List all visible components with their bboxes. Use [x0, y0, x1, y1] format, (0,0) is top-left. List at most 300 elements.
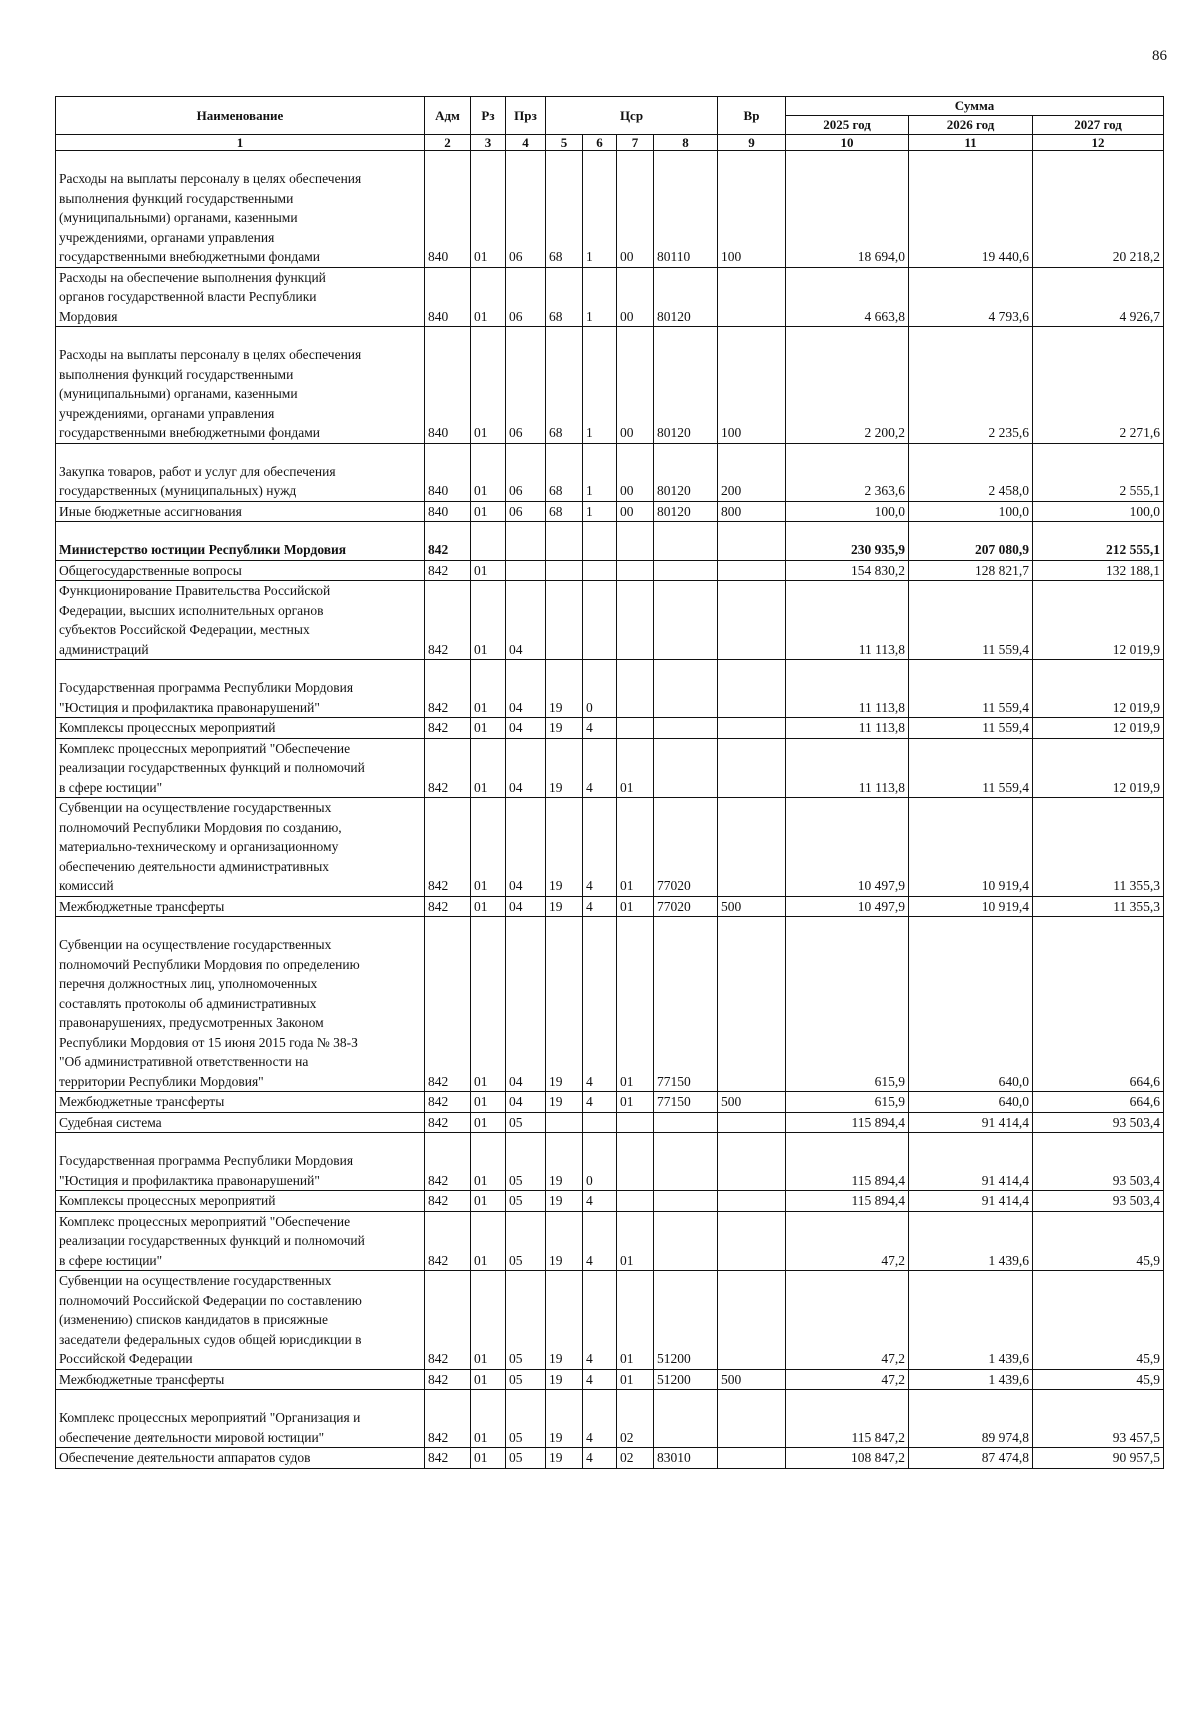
cell-csr-complex: 01 — [617, 1092, 654, 1113]
cell-csr-type: 4 — [583, 896, 617, 917]
cell-adm: 842 — [425, 896, 471, 917]
table-header — [56, 97, 1164, 151]
cell-adm: 842 — [425, 1448, 471, 1469]
cell-prz: 06 — [506, 501, 546, 522]
column-number: 2 — [425, 135, 471, 151]
column-number: 12 — [1033, 135, 1164, 151]
header-year-2027: 2027 год — [1033, 116, 1164, 135]
cell-prz — [506, 560, 546, 581]
cell-rz: 01 — [471, 1133, 506, 1191]
amount-2027: 93 503,4 — [1033, 1133, 1164, 1191]
row-name: Комплексы процессных мероприятий — [56, 718, 425, 739]
amount-2027: 2 555,1 — [1033, 443, 1164, 501]
cell-csr-direction — [654, 660, 718, 718]
amount-2026: 640,0 — [909, 917, 1033, 1092]
cell-csr-program: 19 — [546, 1448, 583, 1469]
amount-2025: 615,9 — [786, 917, 909, 1092]
column-number: 1 — [56, 135, 425, 151]
table-row — [56, 151, 1164, 268]
cell-csr-complex — [617, 581, 654, 660]
cell-csr-complex: 00 — [617, 327, 654, 444]
column-number: 8 — [654, 135, 718, 151]
row-name: Министерство юстиции Республики Мордовия — [56, 522, 425, 561]
cell-csr-type: 4 — [583, 738, 617, 798]
amount-2025: 108 847,2 — [786, 1448, 909, 1469]
amount-2026: 10 919,4 — [909, 896, 1033, 917]
row-name: Государственная программа Республики Мордовия "Юстиция и профилактика правонарушений" — [56, 660, 425, 718]
header-vr: Вр — [718, 97, 786, 135]
amount-2026: 1 439,6 — [909, 1369, 1033, 1390]
amount-2025: 4 663,8 — [786, 267, 909, 327]
amount-2026: 11 559,4 — [909, 581, 1033, 660]
cell-csr-type: 4 — [583, 1191, 617, 1212]
amount-2025: 115 894,4 — [786, 1133, 909, 1191]
amount-2027: 90 957,5 — [1033, 1448, 1164, 1469]
cell-csr-direction — [654, 560, 718, 581]
amount-2026: 87 474,8 — [909, 1448, 1033, 1469]
table-row — [56, 1211, 1164, 1271]
cell-csr-program: 19 — [546, 1211, 583, 1271]
cell-csr-type: 4 — [583, 917, 617, 1092]
cell-prz: 04 — [506, 917, 546, 1092]
cell-csr-direction: 77150 — [654, 1092, 718, 1113]
cell-adm: 842 — [425, 560, 471, 581]
table-row — [56, 718, 1164, 739]
cell-prz — [506, 522, 546, 561]
column-number: 10 — [786, 135, 909, 151]
cell-csr-complex: 00 — [617, 267, 654, 327]
cell-vr — [718, 522, 786, 561]
row-name: Субвенции на осуществление государственных полномочий Республики Мордовия по определению перечня должностных лиц, уполномоченных составлять протоколы об административных правонарушениях, предусмотренных Законом Республики Мордовия от 15 июня 2015 года № 38-З "Об административной ответственности на территории Республики Мордовия" — [56, 917, 425, 1092]
amount-2026: 1 439,6 — [909, 1211, 1033, 1271]
cell-csr-type: 1 — [583, 443, 617, 501]
cell-adm: 840 — [425, 151, 471, 268]
cell-prz: 05 — [506, 1271, 546, 1370]
amount-2027: 2 271,6 — [1033, 327, 1164, 444]
amount-2027: 45,9 — [1033, 1271, 1164, 1370]
cell-prz: 05 — [506, 1133, 546, 1191]
header-year-2026: 2026 год — [909, 116, 1033, 135]
cell-csr-direction: 80120 — [654, 501, 718, 522]
cell-csr-direction — [654, 1112, 718, 1133]
amount-2027: 20 218,2 — [1033, 151, 1164, 268]
cell-adm: 842 — [425, 1133, 471, 1191]
cell-prz: 04 — [506, 660, 546, 718]
cell-csr-program: 68 — [546, 151, 583, 268]
table-row — [56, 501, 1164, 522]
amount-2027: 45,9 — [1033, 1369, 1164, 1390]
row-name: Иные бюджетные ассигнования — [56, 501, 425, 522]
cell-vr — [718, 1271, 786, 1370]
amount-2027: 12 019,9 — [1033, 660, 1164, 718]
cell-csr-complex — [617, 660, 654, 718]
cell-rz: 01 — [471, 660, 506, 718]
cell-csr-complex — [617, 560, 654, 581]
row-name: Субвенции на осуществление государственных полномочий Республики Мордовия по созданию, материально-техническому и организационному обеспечению деятельности административных комиссий — [56, 798, 425, 897]
cell-adm: 842 — [425, 1271, 471, 1370]
amount-2026: 128 821,7 — [909, 560, 1033, 581]
table-row — [56, 917, 1164, 1092]
column-number: 4 — [506, 135, 546, 151]
row-name: Расходы на выплаты персоналу в целях обеспечения выполнения функций государственными (муниципальными) органами, казенными учреждениями, органами управления государственными внебюджетными фондами — [56, 327, 425, 444]
table-row — [56, 1271, 1164, 1370]
cell-csr-direction — [654, 718, 718, 739]
header-csr: Цср — [546, 97, 718, 135]
cell-csr-program: 19 — [546, 1191, 583, 1212]
cell-csr-direction: 83010 — [654, 1448, 718, 1469]
cell-adm: 842 — [425, 1112, 471, 1133]
cell-csr-direction — [654, 1390, 718, 1448]
row-name: Межбюджетные трансферты — [56, 1092, 425, 1113]
table-row — [56, 1133, 1164, 1191]
cell-csr-program: 19 — [546, 896, 583, 917]
cell-prz: 05 — [506, 1191, 546, 1212]
cell-csr-complex: 01 — [617, 896, 654, 917]
cell-rz: 01 — [471, 1112, 506, 1133]
cell-adm: 842 — [425, 1191, 471, 1212]
amount-2027: 11 355,3 — [1033, 798, 1164, 897]
cell-vr — [718, 560, 786, 581]
table-row — [56, 1448, 1164, 1469]
cell-rz: 01 — [471, 581, 506, 660]
amount-2026: 4 793,6 — [909, 267, 1033, 327]
cell-csr-direction — [654, 522, 718, 561]
amount-2026: 11 559,4 — [909, 738, 1033, 798]
cell-csr-type: 1 — [583, 151, 617, 268]
cell-csr-program: 19 — [546, 1390, 583, 1448]
cell-adm: 840 — [425, 501, 471, 522]
cell-csr-program — [546, 522, 583, 561]
cell-vr: 500 — [718, 1092, 786, 1113]
row-name: Общегосударственные вопросы — [56, 560, 425, 581]
cell-csr-type: 4 — [583, 798, 617, 897]
amount-2025: 100,0 — [786, 501, 909, 522]
column-number: 5 — [546, 135, 583, 151]
amount-2025: 115 847,2 — [786, 1390, 909, 1448]
cell-adm: 842 — [425, 1390, 471, 1448]
cell-csr-type: 1 — [583, 267, 617, 327]
cell-rz: 01 — [471, 798, 506, 897]
cell-vr — [718, 660, 786, 718]
amount-2026: 91 414,4 — [909, 1133, 1033, 1191]
cell-rz — [471, 522, 506, 561]
amount-2027: 12 019,9 — [1033, 738, 1164, 798]
cell-csr-program: 68 — [546, 443, 583, 501]
cell-rz: 01 — [471, 443, 506, 501]
cell-prz: 04 — [506, 1092, 546, 1113]
cell-csr-complex — [617, 522, 654, 561]
amount-2026: 10 919,4 — [909, 798, 1033, 897]
cell-csr-complex: 01 — [617, 1271, 654, 1370]
header-sum: Сумма — [786, 97, 1164, 116]
amount-2025: 615,9 — [786, 1092, 909, 1113]
cell-csr-complex: 00 — [617, 151, 654, 268]
table-row — [56, 581, 1164, 660]
cell-csr-type — [583, 1112, 617, 1133]
amount-2027: 4 926,7 — [1033, 267, 1164, 327]
cell-rz: 01 — [471, 1369, 506, 1390]
amount-2027: 11 355,3 — [1033, 896, 1164, 917]
table-row — [56, 560, 1164, 581]
cell-adm: 842 — [425, 1369, 471, 1390]
cell-csr-program: 19 — [546, 660, 583, 718]
cell-adm: 842 — [425, 660, 471, 718]
cell-prz: 06 — [506, 151, 546, 268]
table-row — [56, 798, 1164, 897]
cell-prz: 05 — [506, 1448, 546, 1469]
amount-2025: 11 113,8 — [786, 738, 909, 798]
row-name: Закупка товаров, работ и услуг для обеспечения государственных (муниципальных) нужд — [56, 443, 425, 501]
amount-2026: 640,0 — [909, 1092, 1033, 1113]
cell-csr-direction: 80120 — [654, 267, 718, 327]
amount-2025: 115 894,4 — [786, 1112, 909, 1133]
row-name: Судебная система — [56, 1112, 425, 1133]
cell-csr-type: 4 — [583, 1448, 617, 1469]
cell-vr — [718, 581, 786, 660]
row-name: Межбюджетные трансферты — [56, 896, 425, 917]
row-name: Комплексы процессных мероприятий — [56, 1191, 425, 1212]
cell-prz: 06 — [506, 327, 546, 444]
cell-prz: 05 — [506, 1369, 546, 1390]
amount-2026: 100,0 — [909, 501, 1033, 522]
cell-csr-type: 4 — [583, 1271, 617, 1370]
budget-table — [55, 96, 1164, 1469]
header-name: Наименование — [56, 97, 425, 135]
cell-adm: 842 — [425, 798, 471, 897]
amount-2027: 664,6 — [1033, 1092, 1164, 1113]
row-name: Функционирование Правительства Российской Федерации, высших исполнительных органов субъектов Российской Федерации, местных администраций — [56, 581, 425, 660]
amount-2025: 11 113,8 — [786, 660, 909, 718]
cell-csr-direction — [654, 1191, 718, 1212]
cell-adm: 840 — [425, 443, 471, 501]
amount-2026: 11 559,4 — [909, 660, 1033, 718]
cell-vr — [718, 1211, 786, 1271]
cell-rz: 01 — [471, 560, 506, 581]
cell-prz: 04 — [506, 896, 546, 917]
cell-prz: 06 — [506, 443, 546, 501]
cell-csr-direction — [654, 1211, 718, 1271]
cell-rz: 01 — [471, 1191, 506, 1212]
cell-adm: 840 — [425, 267, 471, 327]
amount-2027: 664,6 — [1033, 917, 1164, 1092]
header-adm: Адм — [425, 97, 471, 135]
amount-2027: 100,0 — [1033, 501, 1164, 522]
cell-csr-complex: 00 — [617, 501, 654, 522]
page-number: 86 — [1152, 48, 1167, 64]
amount-2025: 115 894,4 — [786, 1191, 909, 1212]
table-row — [56, 738, 1164, 798]
table-row — [56, 1191, 1164, 1212]
cell-csr-complex: 02 — [617, 1390, 654, 1448]
cell-rz: 01 — [471, 917, 506, 1092]
cell-csr-type: 4 — [583, 1390, 617, 1448]
cell-vr: 100 — [718, 327, 786, 444]
cell-adm: 842 — [425, 1092, 471, 1113]
table-row — [56, 1112, 1164, 1133]
cell-csr-type — [583, 522, 617, 561]
column-number: 9 — [718, 135, 786, 151]
cell-prz: 04 — [506, 581, 546, 660]
cell-csr-program: 19 — [546, 1369, 583, 1390]
amount-2026: 91 414,4 — [909, 1191, 1033, 1212]
cell-csr-complex — [617, 1112, 654, 1133]
amount-2027: 132 188,1 — [1033, 560, 1164, 581]
cell-rz: 01 — [471, 327, 506, 444]
cell-prz: 05 — [506, 1112, 546, 1133]
cell-vr: 800 — [718, 501, 786, 522]
amount-2026: 89 974,8 — [909, 1390, 1033, 1448]
cell-csr-program: 19 — [546, 1271, 583, 1370]
amount-2025: 2 363,6 — [786, 443, 909, 501]
row-name: Расходы на выплаты персоналу в целях обеспечения выполнения функций государственными (муниципальными) органами, казенными учреждениями, органами управления государственными внебюджетными фондами — [56, 151, 425, 268]
cell-csr-program: 19 — [546, 718, 583, 739]
row-name: Комплекс процессных мероприятий "Обеспечение реализации государственных функций и полномочий в сфере юстиции" — [56, 1211, 425, 1271]
amount-2025: 154 830,2 — [786, 560, 909, 581]
cell-csr-complex: 01 — [617, 798, 654, 897]
row-name: Межбюджетные трансферты — [56, 1369, 425, 1390]
cell-vr — [718, 798, 786, 897]
cell-rz: 01 — [471, 1271, 506, 1370]
cell-csr-type: 0 — [583, 660, 617, 718]
cell-csr-complex: 01 — [617, 1369, 654, 1390]
cell-adm: 842 — [425, 917, 471, 1092]
amount-2027: 212 555,1 — [1033, 522, 1164, 561]
cell-vr — [718, 718, 786, 739]
cell-vr — [718, 267, 786, 327]
cell-csr-program: 19 — [546, 798, 583, 897]
amount-2025: 11 113,8 — [786, 581, 909, 660]
row-name: Расходы на обеспечение выполнения функций органов государственной власти Республики Мордовия — [56, 267, 425, 327]
cell-csr-program: 68 — [546, 327, 583, 444]
table-row — [56, 1092, 1164, 1113]
table-row — [56, 1390, 1164, 1448]
cell-csr-program: 19 — [546, 1092, 583, 1113]
cell-csr-direction — [654, 738, 718, 798]
cell-rz: 01 — [471, 151, 506, 268]
cell-adm: 842 — [425, 1211, 471, 1271]
cell-vr — [718, 1112, 786, 1133]
cell-csr-type: 1 — [583, 501, 617, 522]
row-name: Комплекс процессных мероприятий "Обеспечение реализации государственных функций и полномочий в сфере юстиции" — [56, 738, 425, 798]
cell-csr-direction: 77150 — [654, 917, 718, 1092]
amount-2026: 1 439,6 — [909, 1271, 1033, 1370]
amount-2025: 230 935,9 — [786, 522, 909, 561]
amount-2026: 207 080,9 — [909, 522, 1033, 561]
column-number: 7 — [617, 135, 654, 151]
amount-2025: 11 113,8 — [786, 718, 909, 739]
column-number: 3 — [471, 135, 506, 151]
cell-vr — [718, 738, 786, 798]
cell-csr-direction: 51200 — [654, 1271, 718, 1370]
cell-prz: 05 — [506, 1390, 546, 1448]
cell-csr-direction — [654, 581, 718, 660]
table-row — [56, 327, 1164, 444]
cell-adm: 842 — [425, 718, 471, 739]
header-prz: Прз — [506, 97, 546, 135]
header-rz: Рз — [471, 97, 506, 135]
cell-adm: 840 — [425, 327, 471, 444]
cell-csr-program — [546, 560, 583, 581]
cell-csr-type — [583, 581, 617, 660]
amount-2025: 47,2 — [786, 1369, 909, 1390]
cell-csr-direction — [654, 1133, 718, 1191]
amount-2027: 93 503,4 — [1033, 1112, 1164, 1133]
cell-csr-type: 4 — [583, 1369, 617, 1390]
header-year-2025: 2025 год — [786, 116, 909, 135]
cell-rz: 01 — [471, 1390, 506, 1448]
cell-adm: 842 — [425, 522, 471, 561]
cell-csr-program: 68 — [546, 267, 583, 327]
cell-rz: 01 — [471, 718, 506, 739]
cell-csr-program: 68 — [546, 501, 583, 522]
row-name: Субвенции на осуществление государственных полномочий Российской Федерации по составлению (изменению) списков кандидатов в присяжные заседатели федеральных судов общей юрисдикции в Российской Федерации — [56, 1271, 425, 1370]
cell-vr — [718, 917, 786, 1092]
row-name: Комплекс процессных мероприятий "Организация и обеспечение деятельности мировой юстиции" — [56, 1390, 425, 1448]
cell-csr-type: 4 — [583, 718, 617, 739]
cell-adm: 842 — [425, 738, 471, 798]
cell-prz: 04 — [506, 738, 546, 798]
cell-vr: 500 — [718, 896, 786, 917]
table-row — [56, 443, 1164, 501]
cell-csr-program: 19 — [546, 1133, 583, 1191]
amount-2025: 47,2 — [786, 1211, 909, 1271]
column-number-row — [56, 135, 1164, 151]
cell-vr: 200 — [718, 443, 786, 501]
amount-2026: 2 235,6 — [909, 327, 1033, 444]
amount-2027: 45,9 — [1033, 1211, 1164, 1271]
cell-csr-direction: 80120 — [654, 327, 718, 444]
cell-csr-direction: 51200 — [654, 1369, 718, 1390]
cell-prz: 05 — [506, 1211, 546, 1271]
cell-csr-type: 1 — [583, 327, 617, 444]
cell-csr-program: 19 — [546, 917, 583, 1092]
cell-vr — [718, 1133, 786, 1191]
cell-csr-type: 0 — [583, 1133, 617, 1191]
row-name: Государственная программа Республики Мордовия "Юстиция и профилактика правонарушений" — [56, 1133, 425, 1191]
amount-2025: 2 200,2 — [786, 327, 909, 444]
cell-rz: 01 — [471, 1092, 506, 1113]
cell-csr-complex: 01 — [617, 1211, 654, 1271]
column-number: 11 — [909, 135, 1033, 151]
cell-csr-complex — [617, 1191, 654, 1212]
amount-2025: 10 497,9 — [786, 896, 909, 917]
row-name: Обеспечение деятельности аппаратов судов — [56, 1448, 425, 1469]
amount-2026: 11 559,4 — [909, 718, 1033, 739]
cell-csr-type: 4 — [583, 1092, 617, 1113]
cell-rz: 01 — [471, 896, 506, 917]
cell-adm: 842 — [425, 581, 471, 660]
amount-2025: 10 497,9 — [786, 798, 909, 897]
cell-vr: 100 — [718, 151, 786, 268]
table-row — [56, 660, 1164, 718]
amount-2026: 19 440,6 — [909, 151, 1033, 268]
cell-csr-direction: 80110 — [654, 151, 718, 268]
table-row — [56, 522, 1164, 561]
cell-csr-complex: 01 — [617, 738, 654, 798]
cell-csr-complex: 02 — [617, 1448, 654, 1469]
amount-2027: 12 019,9 — [1033, 581, 1164, 660]
cell-csr-complex: 00 — [617, 443, 654, 501]
table-row — [56, 1369, 1164, 1390]
amount-2025: 18 694,0 — [786, 151, 909, 268]
cell-csr-direction: 80120 — [654, 443, 718, 501]
cell-csr-program — [546, 581, 583, 660]
cell-csr-complex — [617, 1133, 654, 1191]
cell-rz: 01 — [471, 1211, 506, 1271]
cell-csr-complex: 01 — [617, 917, 654, 1092]
cell-rz: 01 — [471, 267, 506, 327]
table-row — [56, 267, 1164, 327]
